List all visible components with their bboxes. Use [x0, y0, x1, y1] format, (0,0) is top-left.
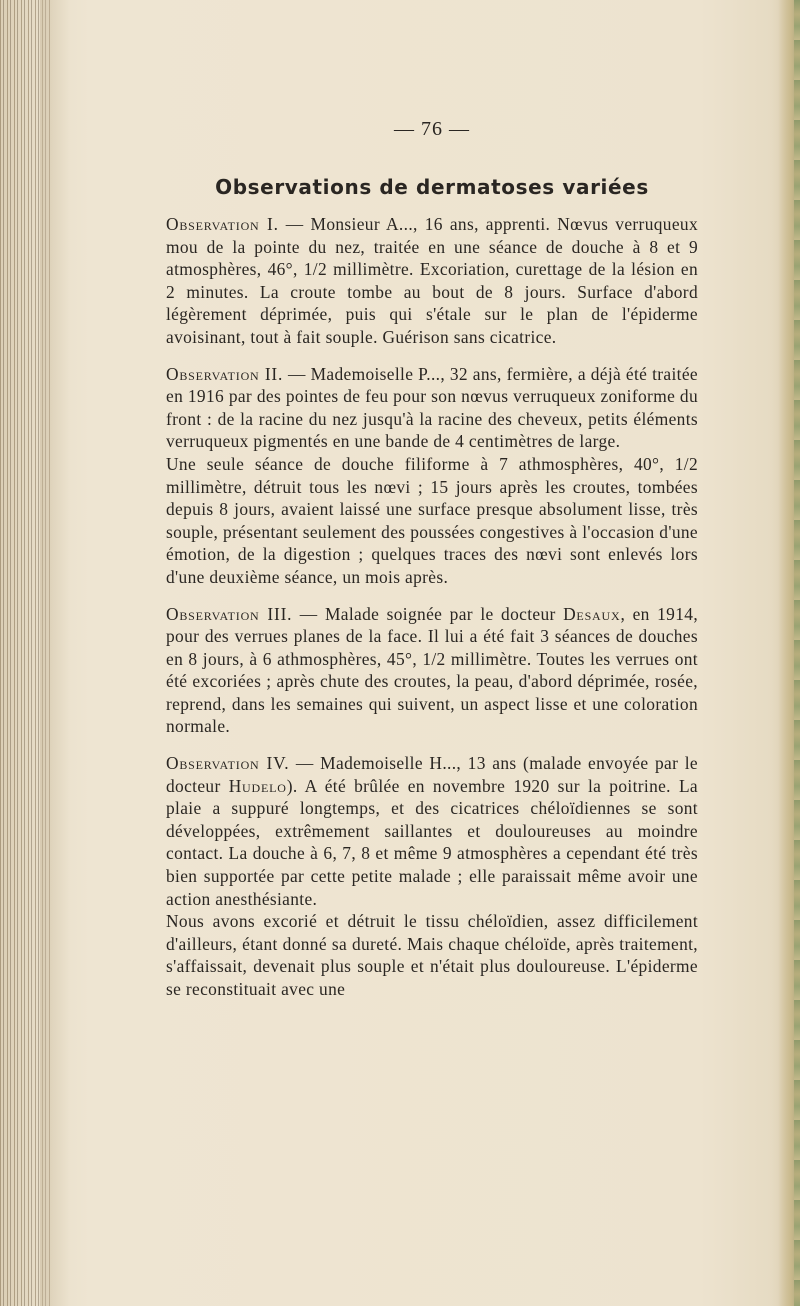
observation-4 [166, 752, 698, 1001]
observation-text: — Monsieur A..., 16 ans, apprenti. Nœvus verruqueux mou de la pointe du nez, traitée en une séance de douche à 8 et 9 atmosphères, 46°, 1/2 millimètre. Excoriation, curettage de la lésion en 2 minutes. La croute tombe au bout de 8 jours. Surface d'abord légèrement déprimée, puis qui s'étale sur le plan de l'épiderme avoisinant, tout à fait souple. Guérison sans cicatrice. [166, 214, 698, 347]
doctor-name: Desaux [563, 603, 621, 624]
page-content [166, 118, 698, 1015]
section-title: Observations de dermatoses variées [215, 175, 649, 199]
observation-paragraph [166, 363, 698, 453]
observation-paragraph [166, 453, 698, 589]
doctor-name: Hudelo [228, 775, 287, 796]
observation-lead: Observation I. [166, 214, 279, 234]
observation-text: — Malade soignée par le docteur [292, 603, 564, 624]
observation-3 [166, 603, 698, 739]
observation-lead: Observation II. [166, 363, 284, 384]
observation-1 [166, 213, 698, 349]
observation-paragraph [166, 213, 698, 349]
observation-text: — Mademoiselle P..., 32 ans, fermière, a déjà été traitée en 1916 par des pointes de feu pour son nœvus verruqueux zoniforme du front : de la racine du nez jusqu'à la racine des cheveux, petits éléments verruqueux pigmentés en une bande de 4 centimètres de large. [166, 363, 698, 452]
observation-text: — Mademoiselle H..., 13 ans (malade envoyée par le docteur [166, 753, 699, 796]
observation-lead: Observation III. [166, 603, 293, 624]
observation-paragraph [166, 603, 698, 739]
page-number: — 76 — [394, 118, 470, 140]
observation-lead: Observation IV. [166, 753, 290, 774]
observation-text: ). A été brûlée en novembre 1920 sur la poitrine. La plaie a suppuré longtemps, et des cicatrices chéloïdiennes se sont développées, extrêmement saillantes et douloureuses au moindre contact. La douche à 6, 7, 8 et même 9 atmosphères a cependant été très bien supportée par cette petite malade ; elle paraissait même avoir une action anesthésiante. [166, 775, 699, 909]
observation-text: , en 1914, pour des verrues planes de la face. Il lui a été fait 3 séances de douches en 8 jours, à 6 athmosphères, 45°, 1/2 millimètre. Toutes les verrues ont été excoriées ; après chute des croutes, la peau, d'abord déprimée, rosée, reprend, dans les semaines qui suivent, un aspect lisse et une coloration normale. [166, 603, 699, 737]
observation-text: Nous avons excorié et détruit le tissu chéloïdien, assez difficilement d'ailleurs, étant donné sa dureté. Mais chaque chéloïde, après traitement, s'affaissait, devenait plus souple et n'était plus douloureuse. L'épiderme se reconstituait avec une [166, 911, 698, 999]
binding-shadow [40, 0, 70, 1306]
observation-text: Une seule séance de douche filiforme à 7 athmosphères, 40°, 1/2 millimètre, détruit tous les nœvi ; 15 jours après les croutes, tombées depuis 8 jours, avaient laissé une surface presque absolument lisse, très souple, présentant seulement des poussées congestives à l'occasion d'une émotion, de la digestion ; quelques traces des nœvi sont enlevés lors d'une deuxième séance, un mois après. [166, 453, 698, 587]
observation-paragraph [166, 752, 698, 910]
page-right-strip [794, 0, 800, 1306]
observation-2 [166, 363, 698, 589]
observation-paragraph [166, 910, 698, 1000]
